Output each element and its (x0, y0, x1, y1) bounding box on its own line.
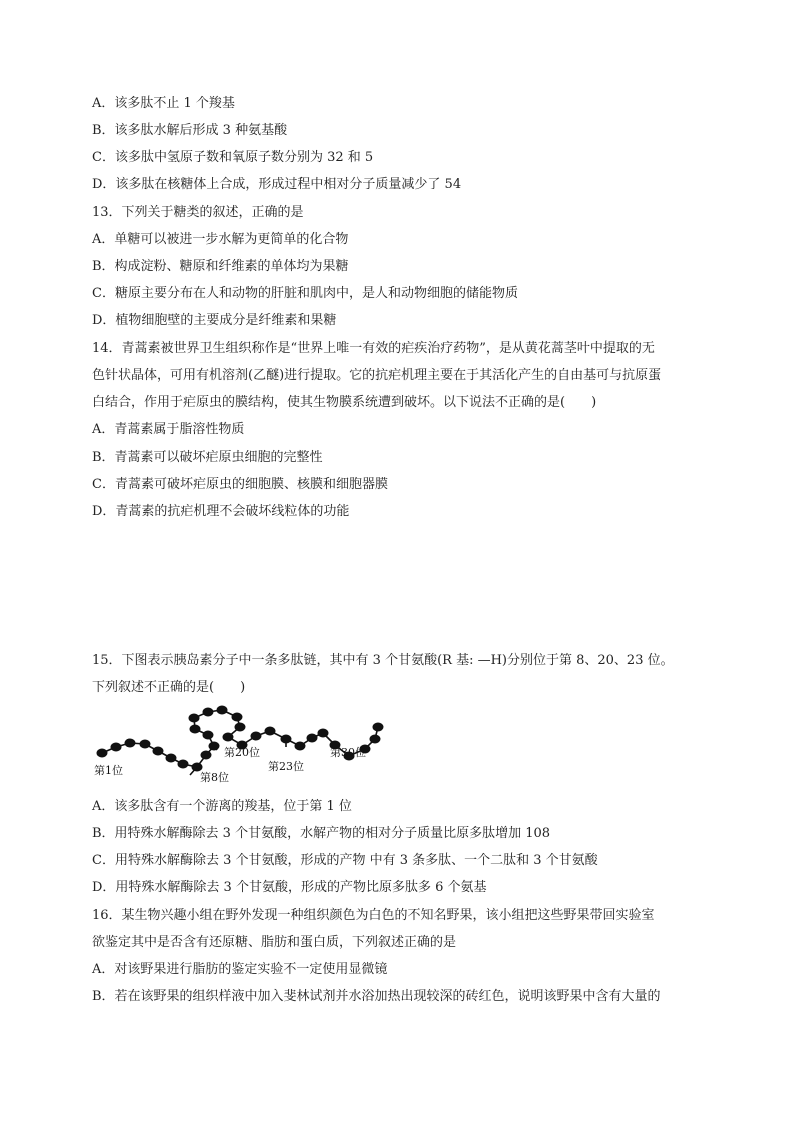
label-position-8: 第8位 (200, 771, 229, 784)
q15-option-d: D．用特殊水解酶除去 3 个甘氨酸，形成的产物比原多肽多 6 个氨基 (92, 880, 487, 895)
polypeptide-chain-figure (90, 700, 390, 795)
q14-option-b: B．青蒿素可以破坏疟原虫细胞的完整性 (92, 450, 323, 465)
label-position-23: 第23位 (268, 760, 304, 773)
q14-option-a: A．青蒿素属于脂溶性物质 (92, 422, 245, 437)
q12-option-c: C．该多肽中氢原子数和氧原子数分别为 32 和 5 (92, 150, 374, 165)
q15-option-a: A．该多肽含有一个游离的羧基，位于第 1 位 (92, 799, 352, 814)
label-position-20: 第20位 (224, 746, 260, 759)
label-position-1: 第1位 (94, 764, 123, 777)
q13-option-c: C．糖原主要分布在人和动物的肝脏和肌肉中，是人和动物细胞的储能物质 (92, 286, 518, 301)
q14-option-c: C．青蒿素可破坏疟原虫的细胞膜、核膜和细胞器膜 (92, 477, 388, 492)
q13-stem: 13．下列关于糖类的叙述，正确的是 (92, 205, 304, 220)
q14-stem-line-3: 白结合，作用于疟原虫的膜结构，使其生物膜系统遭到破坏。以下说法不正确的是( ) (92, 395, 597, 410)
q13-option-a: A．单糖可以被进一步水解为更简单的化合物 (92, 232, 349, 247)
q12-option-a: A．该多肽不止 1 个羧基 (92, 96, 235, 111)
q16-option-a: A．对该野果进行脂肪的鉴定实验不一定使用显微镜 (92, 962, 388, 977)
q14-option-d: D．青蒿素的抗疟机理不会破坏线粒体的功能 (92, 504, 350, 519)
q15-stem-line-1: 15．下图表示胰岛素分子中一条多肽链，其中有 3 个甘氨酸(R 基: —H)分别位于第 8、20、23 位。 (92, 653, 674, 668)
amino-acid-beads (97, 706, 384, 772)
q16-stem-line-1: 16．某生物兴趣小组在野外发现一种组织颜色为白色的不知名野果，该小组把这些野果带回实验室 (92, 908, 655, 923)
q15-option-c: C．用特殊水解酶除去 3 个甘氨酸，形成的产物 中有 3 条多肽、一个二肽和 3 个甘氨酸 (92, 853, 598, 868)
q13-option-b: B．构成淀粉、糖原和纤维素的单体均为果糖 (92, 259, 349, 274)
q12-option-d: D．该多肽在核糖体上合成，形成过程中相对分子质量减少了 54 (92, 177, 462, 192)
q12-option-b: B．该多肽水解后形成 3 种氨基酸 (92, 123, 288, 138)
q14-stem-line-2: 色针状晶体，可用有机溶剂(乙醚)进行提取。它的抗疟机理主要在于其活化产生的自由基可与抗原蛋 (92, 368, 662, 383)
q15-stem-line-2: 下列叙述不正确的是( ) (92, 680, 246, 695)
q16-stem-line-2: 欲鉴定其中是否含有还原糖、脂肪和蛋白质，下列叙述正确的是 (92, 935, 457, 950)
q16-option-b: B．若在该野果的组织样液中加入斐林试剂并水浴加热出现较深的砖红色，说明该野果中含有大量的 (92, 989, 661, 1004)
q14-stem-line-1: 14．青蒿素被世界卫生组织称作是“世界上唯一有效的疟疾治疗药物”，是从黄花蒿茎叶中提取的无 (92, 341, 655, 356)
label-position-30: 第30位 (330, 746, 366, 759)
q13-option-d: D．植物细胞壁的主要成分是纤维素和果糖 (92, 313, 337, 328)
q15-option-b: B．用特殊水解酶除去 3 个甘氨酸，水解产物的相对分子质量比原多肽增加 108 (92, 826, 551, 841)
